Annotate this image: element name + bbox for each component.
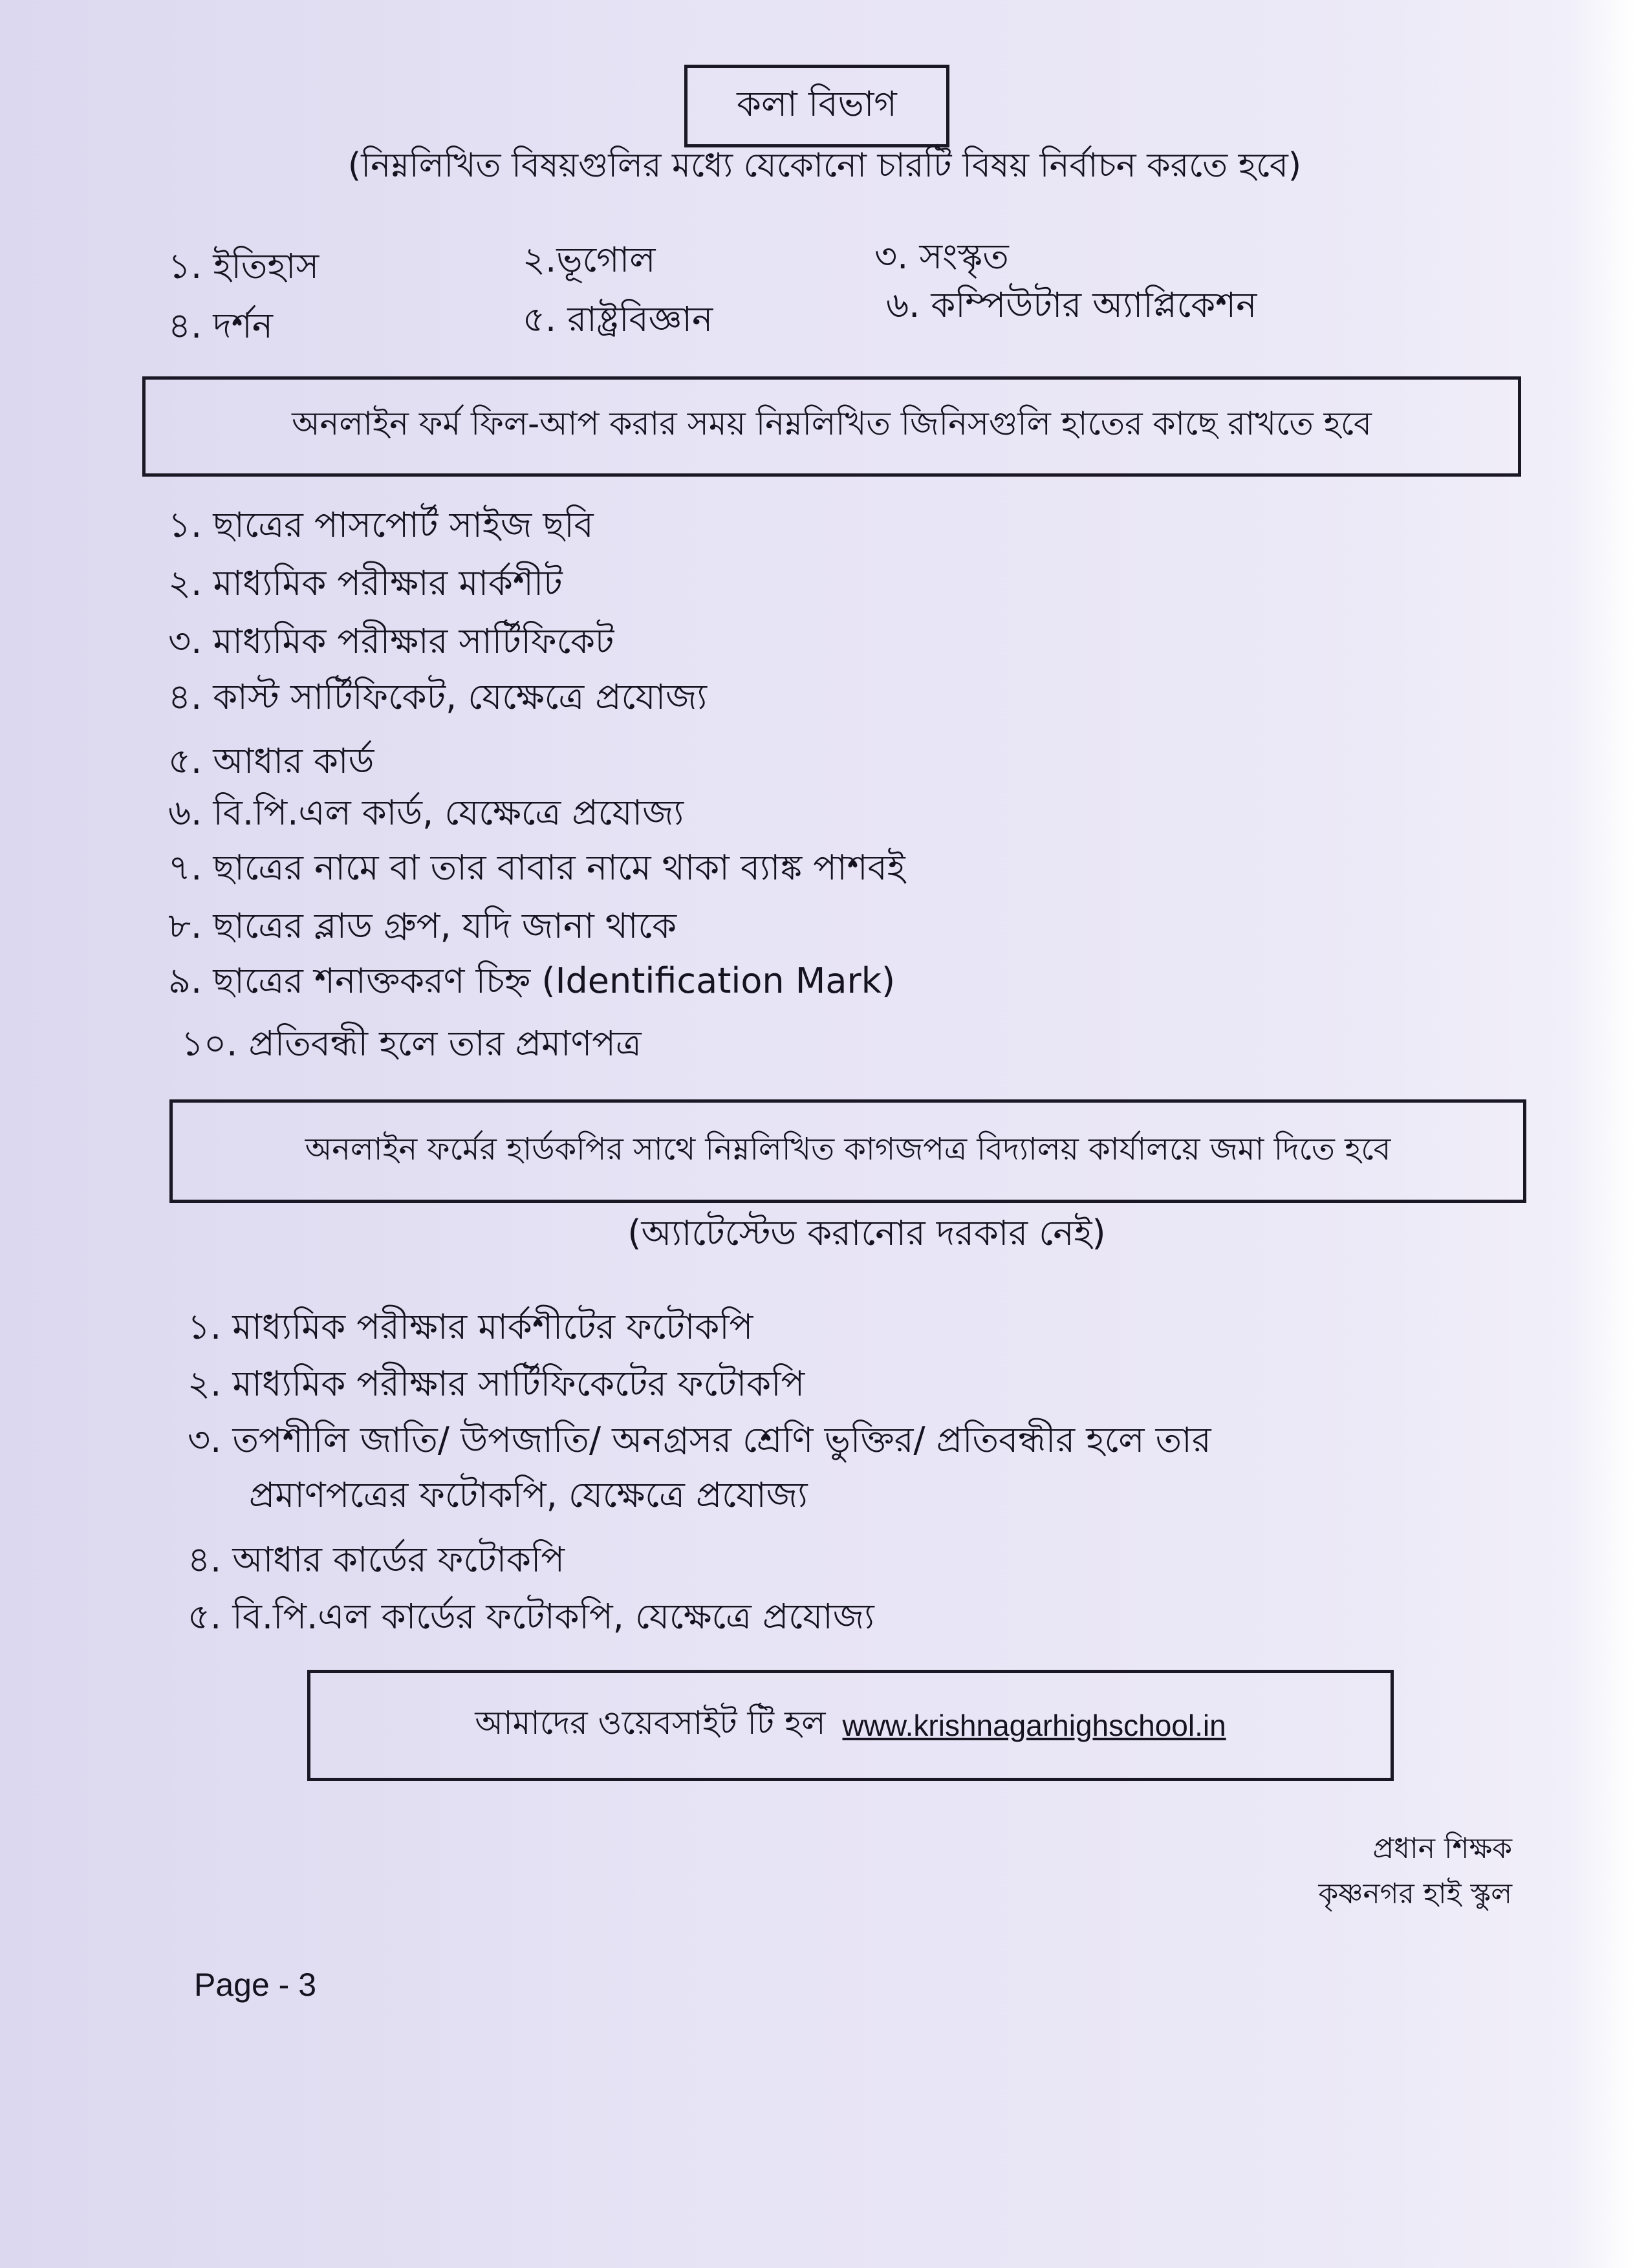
subject-4: ৪. দর্শন <box>168 305 273 346</box>
keep-item-5: ৫. আধার কার্ড <box>168 740 374 781</box>
submit-item-3: ৩. তপশীলি জাতি/ উপজাতি/ অনগ্রসর শ্রেণি ভুক্তির/ প্রতিবন্ধীর হলে তার <box>188 1420 1211 1460</box>
subject-1: ১. ইতিহাস <box>168 246 319 286</box>
signature-school: কৃষ্ণনগর হাই স্কুল <box>1318 1877 1512 1910</box>
keep-item-7: ৭. ছাত্রের নামে বা তার বাবার নামে থাকা ব্যাঙ্ক পাশবই <box>168 847 905 888</box>
keep-item-8: ৮. ছাত্রের ব্লাড গ্রুপ, যদি জানা থাকে <box>168 905 677 946</box>
submit-heading-box <box>169 1099 1526 1203</box>
keep-handy-heading-box <box>142 376 1521 477</box>
submit-item-4: ৪. আধার কার্ডের ফটোকপি <box>188 1539 565 1580</box>
keep-item-10: ১০. প্রতিবন্ধী হলে তার প্রমাণপত্র <box>181 1023 642 1064</box>
subject-5: ৫. রাষ্ট্রবিজ্ঞান <box>523 299 713 340</box>
keep-item-9: ৯. ছাত্রের শনাক্তকরণ চিহ্ন (Identification Mark) <box>168 960 896 1001</box>
submit-item-5: ৫. বি.পি.এল কার্ডের ফটোকপি, যেক্ষেত্রে প্রযোজ্য <box>188 1596 874 1637</box>
keep-item-1: ১. ছাত্রের পাসপোর্ট সাইজ ছবি <box>168 504 594 545</box>
website-link[interactable]: www.krishnagarhighschool.in <box>842 1709 1226 1742</box>
subject-6: ৬. কম্পিউটার অ্যাপ্লিকেশন <box>886 285 1257 325</box>
subject-2: ২.ভূগোল <box>523 239 656 280</box>
submit-note: (অ্যাটেস্টেড করানোর দরকার নেই) <box>627 1213 1106 1253</box>
keep-item-6: ৬. বি.পি.এল কার্ড, যেক্ষেত্রে প্রযোজ্য <box>168 792 684 833</box>
arts-title-box <box>684 65 949 147</box>
website-prefix: আমাদের ওয়েবসাইট টি হল <box>475 1703 826 1742</box>
signature-title: প্রধান শিক্ষক <box>1372 1832 1512 1865</box>
keep-item-3: ৩. মাধ্যমিক পরীক্ষার সার্টিফিকেট <box>168 621 614 662</box>
subject-3: ৩. সংস্কৃত <box>874 236 1009 277</box>
arts-instruction: (নিম্নলিখিত বিষয়গুলির মধ্যে যেকোনো চারটি বিষয় নির্বাচন করতে হবে) <box>347 146 1302 185</box>
submit-item-2: ২. মাধ্যমিক পরীক্ষার সার্টিফিকেটের ফটোকপি <box>188 1363 805 1404</box>
submit-heading: অনলাইন ফর্মের হার্ডকপির সাথে নিম্নলিখিত কাগজপত্র বিদ্যালয় কার্যালয়ে জমা দিতে হবে <box>305 1130 1391 1167</box>
submit-item-3-cont: প্রমাণপত্রের ফটোকপি, যেক্ষেত্রে প্রযোজ্য <box>249 1474 808 1515</box>
website-box <box>307 1670 1394 1781</box>
keep-handy-heading: অনলাইন ফর্ম ফিল-আপ করার সময় নিম্নলিখিত জিনিসগুলি হাতের কাছে রাখতে হবে <box>292 405 1372 442</box>
keep-item-2: ২. মাধ্যমিক পরীক্ষার মার্কশীট <box>168 563 563 603</box>
arts-title: কলা বিভাগ <box>737 83 897 124</box>
keep-item-4: ৪. কাস্ট সার্টিফিকেট, যেক্ষেত্রে প্রযোজ্য <box>168 676 708 717</box>
submit-item-1: ১. মাধ্যমিক পরীক্ষার মার্কশীটের ফটোকপি <box>188 1306 753 1347</box>
page-number: Page - 3 <box>194 1967 317 2003</box>
